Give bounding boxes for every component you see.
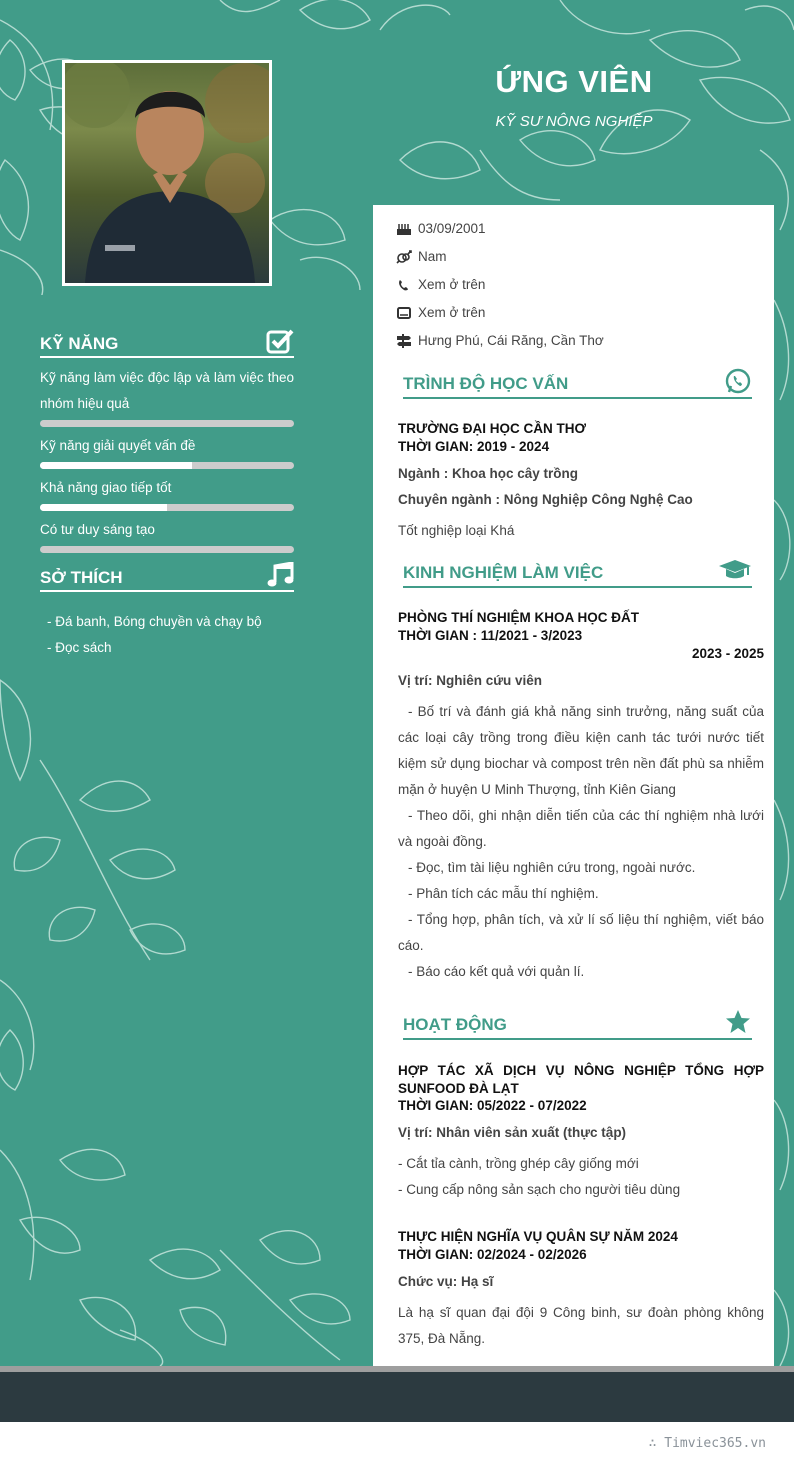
- activity-time: THỜI GIAN: 05/2022 - 07/2022: [398, 1098, 587, 1113]
- activity-detail: Là hạ sĩ quan đại đội 9 Công binh, sư đoàn phòng không 375, Đà Nẵng.: [398, 1305, 764, 1346]
- activity-time: THỜI GIAN: 02/2024 - 02/2026: [398, 1247, 587, 1262]
- experience-detail: - Theo dõi, ghi nhận diễn tiến của các thí nghiệm nhà lưới và ngoài đồng.: [398, 808, 764, 849]
- avatar: [62, 60, 272, 286]
- watermark: ∴ Timviec365.vn: [648, 1436, 766, 1451]
- experience-extra-time: 2023 - 2025: [691, 646, 764, 661]
- skill-bar: [40, 420, 294, 427]
- skill-label: Có tư duy sáng tạo: [40, 522, 155, 537]
- email-icon: [396, 306, 412, 320]
- music-note-icon: [266, 562, 294, 588]
- experience-position: Vị trí: Nghiên cứu viên: [398, 673, 543, 688]
- education-time: THỜI GIAN: 2019 - 2024: [398, 439, 550, 454]
- skill-label: Kỹ năng làm việc độc lập và làm việc theo nhóm hiệu quả: [40, 370, 294, 411]
- chat-phone-icon: [724, 368, 752, 394]
- hobby-item: - Đá banh, Bóng chuyền và chạy bộ: [47, 614, 262, 629]
- email-value: Xem ở trên: [418, 305, 486, 320]
- skill-bar: [40, 504, 294, 511]
- footer-bar: [0, 1372, 794, 1422]
- skill-label: Khả năng giao tiếp tốt: [40, 480, 172, 495]
- experience-detail: - Phân tích các mẫu thí nghiệm.: [408, 886, 599, 901]
- activity-org: THỰC HIỆN NGHĨA VỤ QUÂN SỰ NĂM 2024: [398, 1229, 678, 1244]
- hobbies-title: [40, 568, 294, 592]
- phone-icon: [396, 278, 412, 292]
- skill-label: Kỹ năng giải quyết vấn đề: [40, 438, 196, 453]
- address-value: Hưng Phú, Cái Răng, Cần Thơ: [418, 333, 604, 348]
- candidate-name: ỨNG VIÊN: [495, 64, 653, 99]
- activity-detail: - Cắt tỉa cành, trồng ghép cây giống mới: [398, 1156, 639, 1171]
- experience-detail: - Đọc, tìm tài liệu nghiên cứu trong, ngoài nước.: [408, 860, 696, 875]
- experience-company: PHÒNG THÍ NGHIỆM KHOA HỌC ĐẤT: [398, 610, 639, 625]
- skills-title: [40, 334, 294, 358]
- skill-bar: [40, 462, 294, 469]
- experience-time: THỜI GIAN : 11/2021 - 3/2023: [398, 628, 583, 643]
- education-school: TRƯỜNG ĐẠI HỌC CẦN THƠ: [398, 421, 586, 436]
- experience-title: [403, 563, 752, 588]
- gender-value: Nam: [418, 249, 447, 264]
- activities-title-text: HOẠT ĐỘNG: [403, 1015, 507, 1034]
- skill-bar-fill: [40, 462, 192, 469]
- education-note: Tốt nghiệp loại Khá: [398, 523, 515, 538]
- activity-role: Vị trí: Nhân viên sản xuất (thực tập): [398, 1125, 627, 1140]
- activity-org: HỢP TÁC XÃ DỊCH VỤ NÔNG NGHIỆP TỔNG HỢP SUNFOOD ĐÀ LẠT: [398, 1063, 764, 1096]
- person-icon: [65, 63, 269, 283]
- birthday-value: 03/09/2001: [418, 221, 486, 236]
- experience-detail: - Báo cáo kết quả với quản lí.: [408, 964, 585, 979]
- activity-role: Chức vụ: Hạ sĩ: [398, 1274, 494, 1289]
- checkbox-icon: [266, 328, 294, 354]
- star-icon: [724, 1009, 752, 1035]
- education-title-text: TRÌNH ĐỘ HỌC VẤN: [403, 374, 569, 393]
- experience-detail: - Bố trí và đánh giá khả năng sinh trưởng, năng suất của các loại cây trồng trong điều kiện canh tác tưới nước tiết kiệm sử dụng biochar và compost trên nền đất phù sa nhiễm mặn ở huyện U Minh Thượng, tỉnh Kiên Giang: [398, 704, 764, 797]
- skills-title-text: KỸ NĂNG: [40, 334, 119, 353]
- gender-icon: [396, 250, 412, 264]
- experience-detail: - Tổng hợp, phân tích, và xử lí số liệu thí nghiệm, viết báo cáo.: [398, 912, 764, 953]
- skill-bar-fill: [40, 504, 167, 511]
- education-specialization: Chuyên ngành : Nông Nghiệp Công Nghệ Cao: [398, 492, 693, 507]
- hobby-item: - Đọc sách: [47, 640, 112, 655]
- education-major: Ngành : Khoa học cây trồng: [398, 466, 579, 481]
- experience-title-text: KINH NGHIỆM LÀM VIỆC: [403, 563, 604, 582]
- birthday-cake-icon: [396, 222, 412, 236]
- skill-bar: [40, 546, 294, 553]
- phone-value: Xem ở trên: [418, 277, 486, 292]
- address-signpost-icon: [396, 334, 412, 348]
- avatar-photo: [65, 63, 269, 283]
- job-title: KỸ SƯ NÔNG NGHIỆP: [495, 113, 653, 130]
- graduation-cap-icon: [718, 557, 752, 583]
- activity-detail: - Cung cấp nông sản sạch cho người tiêu dùng: [398, 1182, 681, 1197]
- education-title: [403, 374, 752, 399]
- hobbies-title-text: SỞ THÍCH: [40, 568, 123, 587]
- activities-title: [403, 1015, 752, 1040]
